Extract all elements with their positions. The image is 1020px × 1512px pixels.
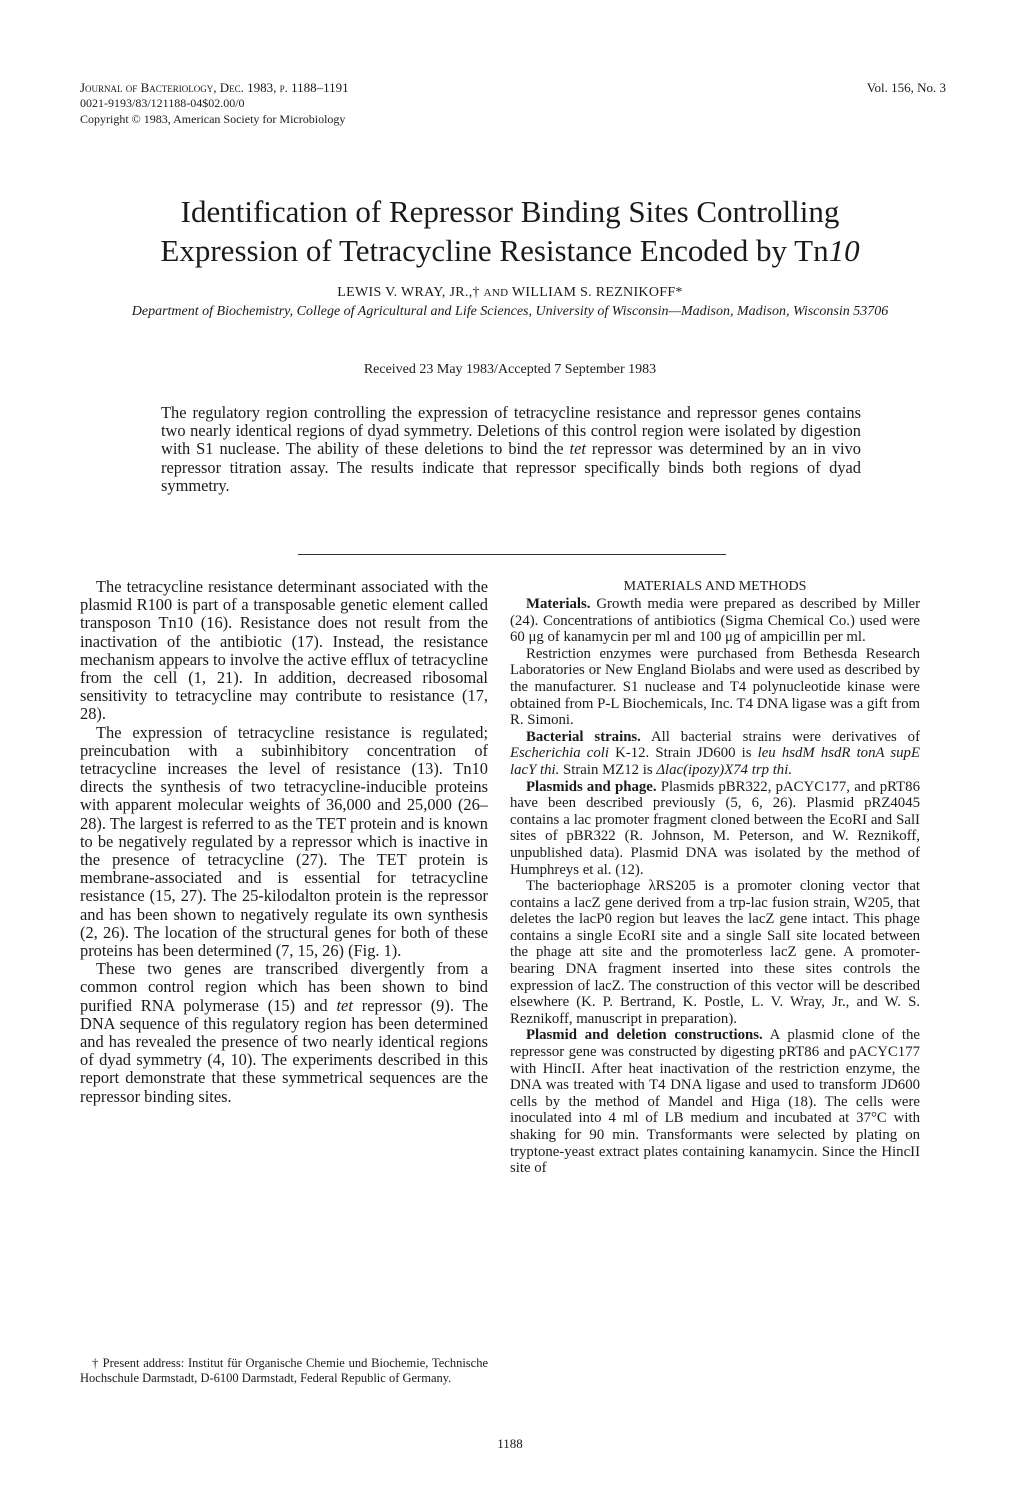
intro-paragraph-1: The tetracycline resistance determinant associated with the plasmid R100 is part of a transposable genetic element called transposon Tn10 (16). Resistance does not result from the inactivation of the antibiotic (17). Instead, the resistance mechanism appears to involve the active efflux of tetracycline from the cell (1, 21). In addition, decreased ribosomal sensitivity to tetracycline may contribute to resistance (17, 28). — [80, 577, 488, 724]
author-list — [0, 284, 1020, 302]
materials-paragraph: Materials. Growth media were prepared as described by Miller (24). Concentrations of antibiotics (Sigma Chemical Co.) used were 60 μg of kanamycin per ml and 100 μg of ampicillin per ml. — [510, 596, 920, 646]
page-number: 1188 — [497, 1436, 523, 1451]
deletion-paragraph: Plasmid and deletion constructions. A plasmid clone of the repressor gene was constructed by digesting pRT86 and pACYC177 with HincII. After heat inactivation of the restriction enzyme, the DNA was treated with T4 DNA ligase and used to transform JD600 cells by the method of Mandel and Higa (18). The cells were inoculated into 4 ml of LB medium and incubated at 37°C with shaking for 90 min. Transformants were selected by plating on tryptone-yeast extract plates containing kanamycin. Since the HincII site of — [510, 1027, 920, 1177]
volume-issue: Vol. 156, No. 3 — [866, 80, 946, 95]
journal-citation: Journal of Bacteriology, Dec. 1983, p. 1188–1191 — [80, 80, 349, 95]
abstract-divider — [298, 554, 726, 555]
title-line-1: Identification of Repressor Binding Sites Controlling — [180, 194, 840, 229]
intro-paragraph-3: These two genes are transcribed divergently from a common control region which has been shown to bind purified RNA polymerase (15) and tet repressor (9). The DNA sequence of this regulatory region has been determined and has revealed the presence of two nearly identical regions of dyad symmetry (4, 10). The experiments described in this report demonstrate that these symmetrical sequences are the repressor binding sites. — [80, 959, 488, 1106]
author-conjunction: AND — [483, 287, 509, 299]
abstract: The regulatory region controlling the expression of tetracycline resistance and repressor genes contains two nearly identical regions of dyad symmetry. Deletions of this control region were isolated by digestion with S1 nuclease. The ability of these deletions to bind the tet repressor was determined by an in vivo repressor titration assay. The results indicate that repressor specifically binds both regions of dyad symmetry. — [161, 403, 861, 495]
plasmids-paragraph: Plasmids and phage. Plasmids pBR322, pACYC177, and pRT86 have been described previously (5, 6, 26). Plasmid pRZ4045 contains a lac promoter fragment cloned between the EcoRI and SalI sites of pBR322 (R. Johnson, M. Peterson, and W. Reznikoff, unpublished data). Plasmid DNA was isolated by the method of Humphreys et al. (12). — [510, 778, 920, 878]
footnote-present-address: † Present address: Institut für Organische Chemie und Biochemie, Technische Hochschule Darmstadt, D-6100 Darmstadt, Federal Republic of Germany. — [80, 1356, 488, 1385]
author-first: LEWIS V. WRAY, JR.,† — [337, 285, 480, 300]
title-tn-number: 10 — [828, 233, 860, 268]
author-second: WILLIAM S. REZNIKOFF* — [511, 285, 683, 300]
footnote — [80, 1356, 488, 1386]
restriction-paragraph: Restriction enzymes were purchased from Bethesda Research Laboratories or New England Biolabs and were used as described by the manufacturer. S1 nuclease and T4 polynucleotide kinase were obtained from P-L Biochemicals, Inc. T4 DNA ligase was a gift from R. Simoni. — [510, 645, 920, 729]
phage-paragraph: The bacteriophage λRS205 is a promoter cloning vector that contains a lacZ gene derived from a trp-lac fusion strain, W205, that deletes the lacP0 region but leaves the lacZ gene intact. This phage contains a single EcoRI site and a single SalI site located between the phage att site and the promoterless lacZ gene. A promoter-bearing DNA fragment inserted into these sites controls the expression of lacZ. The construction of this vector will be described elsewhere (K. P. Bertrand, K. Postle, L. V. Wray, Jr., and W. S. Reznikoff, manuscript in preparation). — [510, 878, 920, 1027]
copyright-notice: Copyright © 1983, American Society for Microbiology — [80, 112, 346, 126]
strains-paragraph: Bacterial strains. All bacterial strains were derivatives of Escherichia coli K-12. Strain JD600 is leu hsdM hsdR tonA supE lacY thi. Strain MZ12 is Δlac(ipozy)X74 trp thi. — [510, 728, 921, 778]
section-heading: MATERIALS AND METHODS — [623, 579, 807, 594]
left-column — [80, 578, 488, 1106]
right-column — [510, 578, 920, 1177]
issn-code: 0021-9193/83/121188-04$02.00/0 — [80, 96, 245, 110]
title-line-2: Expression of Tetracycline Resistance Encoded by Tn10 — [160, 233, 860, 268]
article-title — [0, 192, 1020, 270]
author-affiliation: Department of Biochemistry, College of Agricultural and Life Sciences, University of Wisconsin—Madison, Madison, Wisconsin 53706 — [131, 304, 889, 319]
intro-paragraph-2: The expression of tetracycline resistance is regulated; preincubation with a subinhibitory concentration of tetracycline increases the level of resistance (13). Tn10 directs the synthesis of two tetracycline-inducible proteins with apparent molecular weights of 36,000 and 25,000 (26–28). The largest is referred to as the TET protein and is known to be negatively regulated by a repressor which is inactive in the presence of tetracycline (27). The TET protein is membrane-associated and is essential for tetracycline resistance (15, 27). The 25-kilodalton protein is the repressor and has been shown to negatively regulate its own synthesis (2, 26). The location of the structural genes for both of these proteins has been determined (7, 15, 26) (Fig. 1). — [80, 722, 488, 961]
received-dates: Received 23 May 1983/Accepted 7 September 1983 — [363, 362, 657, 377]
